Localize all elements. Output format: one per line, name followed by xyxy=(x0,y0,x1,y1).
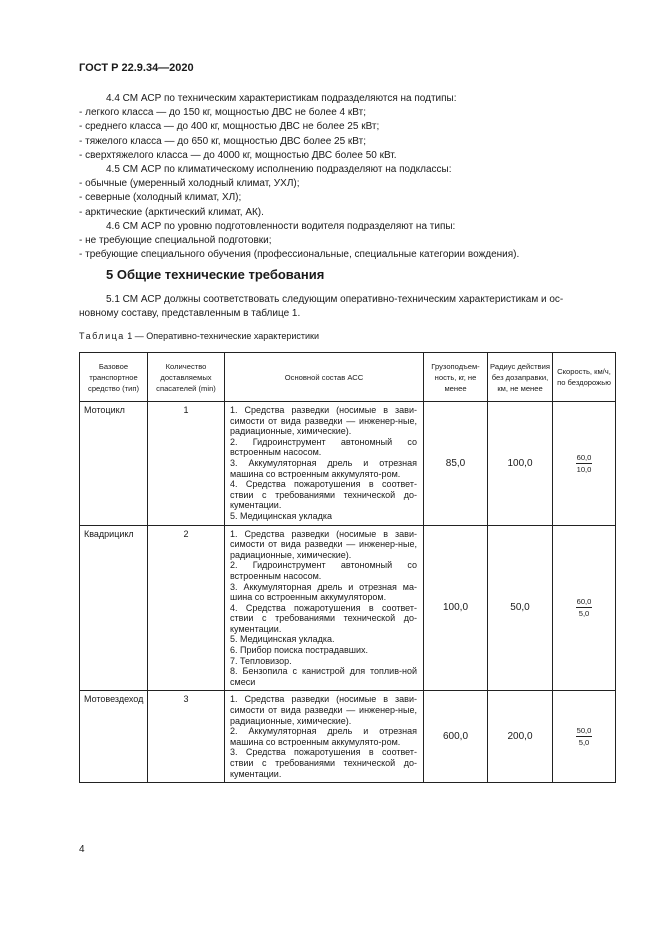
rescuers-cell: 2 xyxy=(148,525,225,691)
list-item: - обычные (умеренный холодный климат, УХЛ); xyxy=(79,178,300,190)
section-title: 5 Общие технические требования xyxy=(106,267,325,282)
speed-fraction xyxy=(576,725,593,748)
speed-denominator: 5,0 xyxy=(578,609,590,619)
table-row xyxy=(80,691,616,783)
speed-numerator: 60,0 xyxy=(576,597,592,607)
speed-denominator: 10,0 xyxy=(576,464,592,474)
equipment-item: 8. Бензопила с канистрой для топлив-ной смеси xyxy=(230,666,417,687)
speed-fraction xyxy=(576,596,593,619)
col-header: Количество доставляемых спасателей (min) xyxy=(148,353,225,402)
climate-intro: 4.5 СМ АСР по климатическому исполнению подразделяют на подклассы: xyxy=(106,164,452,176)
document-header: ГОСТ Р 22.9.34—2020 xyxy=(79,62,194,74)
equipment-item: 2. Гидроинструмент автономный со встроенным насосом. xyxy=(230,436,417,458)
equipment-item: 6. Прибор поиска пострадавших. xyxy=(230,645,369,656)
col-header: Скорость, км/ч, по бездорожью xyxy=(553,353,616,402)
equipment-item: 3. Аккумуляторная дрель и отрезная ма-шина со встроенным аккумулятором. xyxy=(230,581,417,603)
list-item: - требующие специального обучения (профессиональные, специальные категории вождения). xyxy=(79,249,520,261)
equipment-item: 7. Тепловизор. xyxy=(230,655,292,666)
speed-numerator: 60,0 xyxy=(576,452,592,462)
table-caption-prefix: Таблица xyxy=(79,331,125,341)
rescuers-cell: 3 xyxy=(148,691,225,783)
page-number: 4 xyxy=(79,844,85,855)
section-paragraph xyxy=(79,293,599,321)
equipment-item: 1. Средства разведки (носимые в зави-симости от вида разведки — инженер-ные, радиационные, химические). xyxy=(230,694,417,726)
equipment-cell xyxy=(225,691,424,783)
speed-numerator: 50,0 xyxy=(576,726,592,736)
speed-cell xyxy=(553,525,616,691)
section-para-line1: 5.1 СМ АСР должны соответствовать следующим оперативно-техническим характеристикам и ос- xyxy=(106,294,564,305)
table-row xyxy=(80,402,616,526)
vehicle-cell: Мотовездеход xyxy=(80,691,148,783)
table-caption-rest: 1 — Оперативно-технические характеристики xyxy=(124,331,320,341)
speed-denominator: 5,0 xyxy=(578,738,590,748)
table-header-row xyxy=(80,353,616,402)
list-item: - легкого класса — до 150 кг, мощностью ДВС не более 4 кВт; xyxy=(79,107,366,119)
vehicle-cell: Квадрицикл xyxy=(80,525,148,691)
list-item: - среднего класса — до 400 кг, мощностью ДВС не более 25 кВт; xyxy=(79,121,380,133)
range-cell: 50,0 xyxy=(488,525,553,691)
table-caption xyxy=(79,331,319,341)
range-cell: 200,0 xyxy=(488,691,553,783)
capacity-cell: 100,0 xyxy=(424,525,488,691)
list-item: - тяжелого класса — до 650 кг, мощностью ДВС более 25 кВт; xyxy=(79,135,367,147)
equipment-item: 2. Гидроинструмент автономный со встроенным насосом. xyxy=(230,560,417,581)
subtypes-intro: 4.4 СМ АСР по техническим характеристикам подразделяются на подтипы: xyxy=(106,93,457,104)
section-para-line2: новному составу, представленным в таблице 1. xyxy=(79,308,301,320)
speed-cell xyxy=(553,691,616,783)
col-header: Грузоподъем-ность, кг, не менее xyxy=(424,353,488,402)
training-intro: 4.6 СМ АСР по уровню подготовленности водителя подразделяют на типы: xyxy=(106,220,456,232)
equipment-item: 5. Медицинская укладка xyxy=(230,510,333,521)
equipment-item: 4. Средства пожаротушения в соответ-ствии с требованиями технической до-кументации. xyxy=(230,479,417,511)
list-item: - арктические (арктический климат, АК). xyxy=(79,206,264,218)
capacity-cell: 600,0 xyxy=(424,691,488,783)
subtypes-block xyxy=(79,92,599,262)
equipment-cell xyxy=(225,402,424,526)
rescuers-cell: 1 xyxy=(148,402,225,526)
speed-cell xyxy=(553,402,616,526)
col-header: Радиус действия без дозаправки, км, не менее xyxy=(488,353,553,402)
equipment-item: 3. Аккумуляторная дрель и отрезная машина со встроенным аккумулято-ром. xyxy=(230,457,417,479)
col-header: Основной состав АСС xyxy=(225,353,424,402)
equipment-item: 2. Аккумуляторная дрель и отрезная машина со встроенным аккумулято-ром. xyxy=(230,726,417,747)
equipment-item: 1. Средства разведки (носимые в зави-симости от вида разведки — инженер-ные, радиационные, химические). xyxy=(230,405,417,437)
table-row xyxy=(80,525,616,691)
col-header: Базовое транспортное средство (тип) xyxy=(80,353,148,402)
equipment-item: 5. Медицинская укладка. xyxy=(230,634,335,645)
range-cell: 100,0 xyxy=(488,402,553,526)
speed-fraction xyxy=(576,452,593,475)
equipment-item: 4. Средства пожаротушения в соответ-ствии с требованиями технической до-кументации. xyxy=(230,602,417,634)
list-item: - северные (холодный климат, ХЛ); xyxy=(79,192,242,204)
equipment-cell xyxy=(225,525,424,691)
equipment-item: 1. Средства разведки (носимые в зави-симости от вида разведки — инженер-ные, радиационные, химические). xyxy=(230,528,417,560)
equipment-item: 3. Средства пожаротушения в соответ-ствии с требованиями технической до-кументации. xyxy=(230,747,417,779)
capacity-cell: 85,0 xyxy=(424,402,488,526)
list-item: - сверхтяжелого класса — до 4000 кг, мощностью ДВС более 50 кВт. xyxy=(79,149,397,161)
vehicle-cell: Мотоцикл xyxy=(80,402,148,526)
list-item: - не требующие специальной подготовки; xyxy=(79,235,272,247)
characteristics-table xyxy=(79,352,616,783)
